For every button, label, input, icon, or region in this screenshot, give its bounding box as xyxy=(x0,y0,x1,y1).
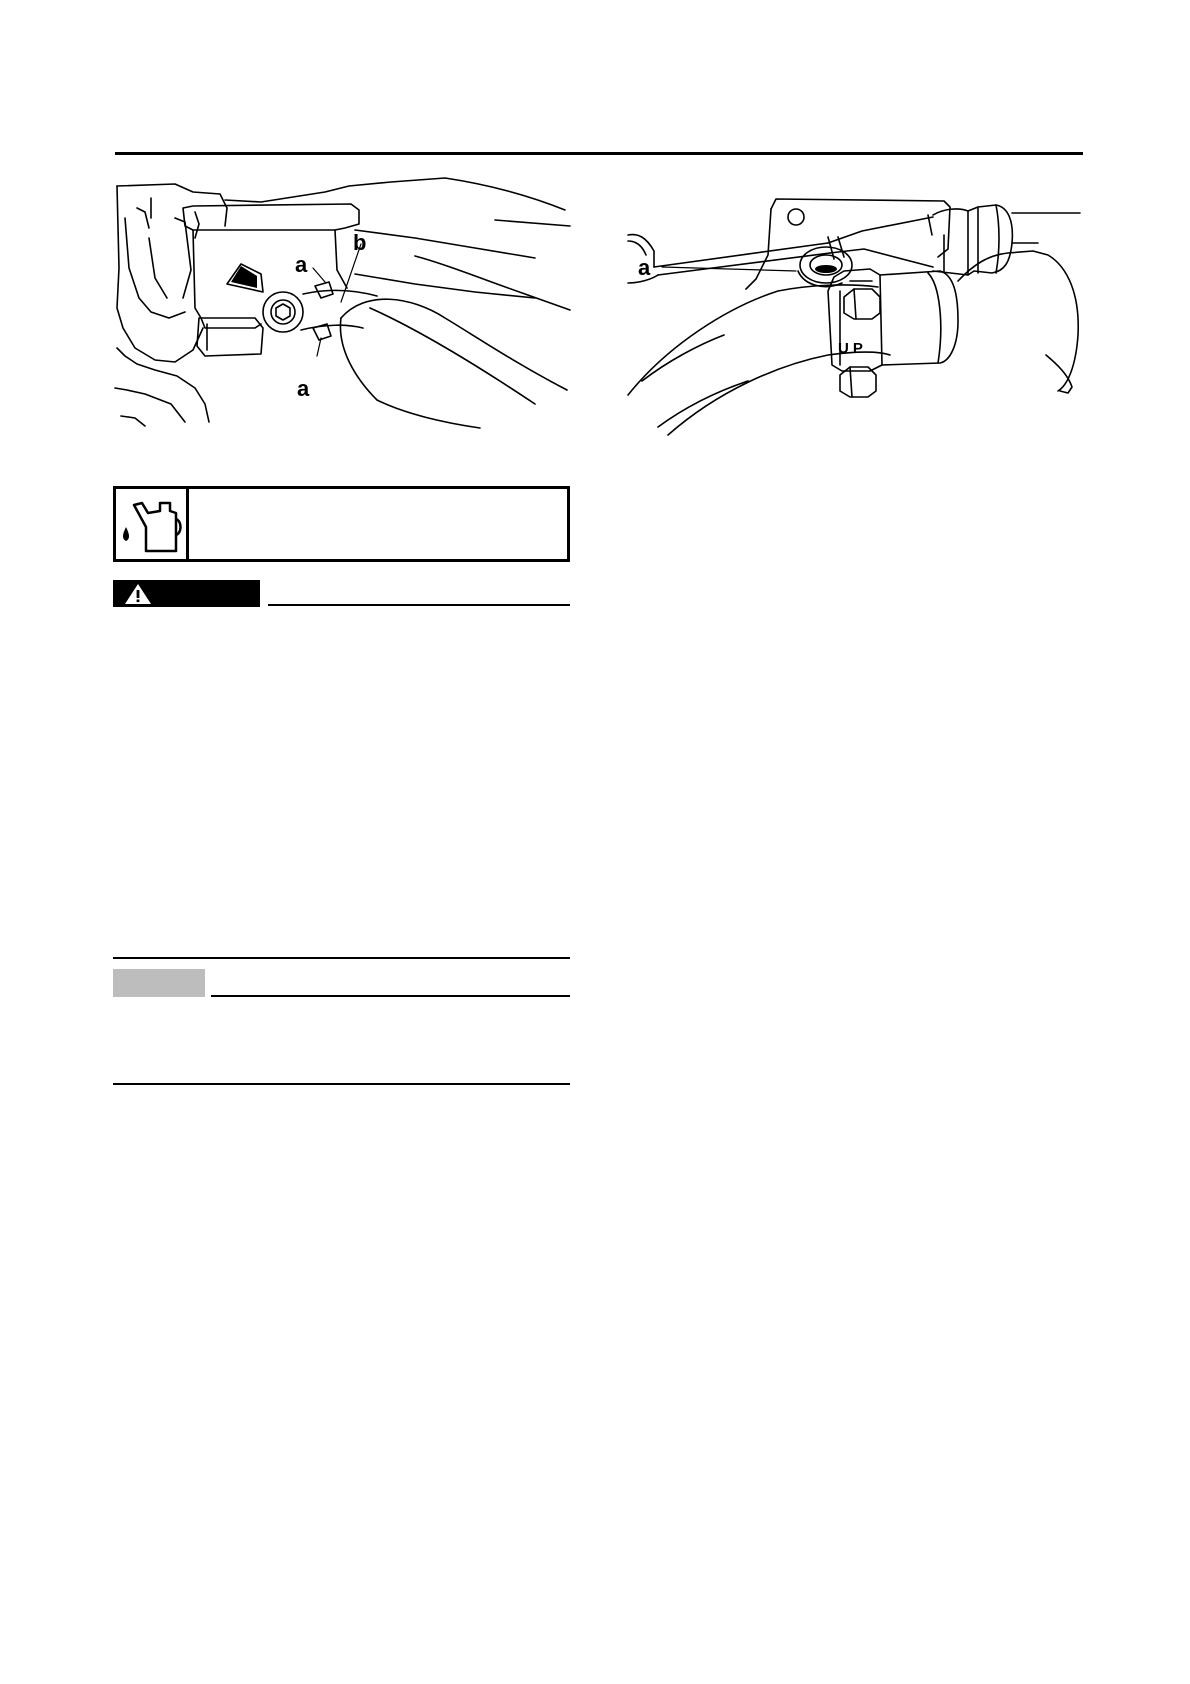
figure-right xyxy=(628,195,1083,435)
up-marking: UP xyxy=(838,340,867,357)
oil-can-icon xyxy=(116,489,189,559)
master-cylinder-illustration xyxy=(115,178,575,428)
callout-a-top: a xyxy=(295,252,308,277)
warning-end-rule xyxy=(113,957,570,959)
warning-header xyxy=(113,580,260,607)
callout-a: a xyxy=(638,255,651,280)
note-end-rule xyxy=(113,1083,570,1085)
callout-a-bottom: a xyxy=(297,376,310,401)
warning-triangle-icon xyxy=(123,582,153,606)
callout-b: b xyxy=(353,230,367,255)
note-header xyxy=(113,969,205,997)
holder-bleeding-illustration xyxy=(628,195,1083,435)
warning-header-rule xyxy=(268,604,570,606)
figure-left xyxy=(115,178,575,428)
header-rule xyxy=(115,152,1083,155)
lubricant-box xyxy=(113,486,570,562)
note-header-rule xyxy=(211,995,570,997)
